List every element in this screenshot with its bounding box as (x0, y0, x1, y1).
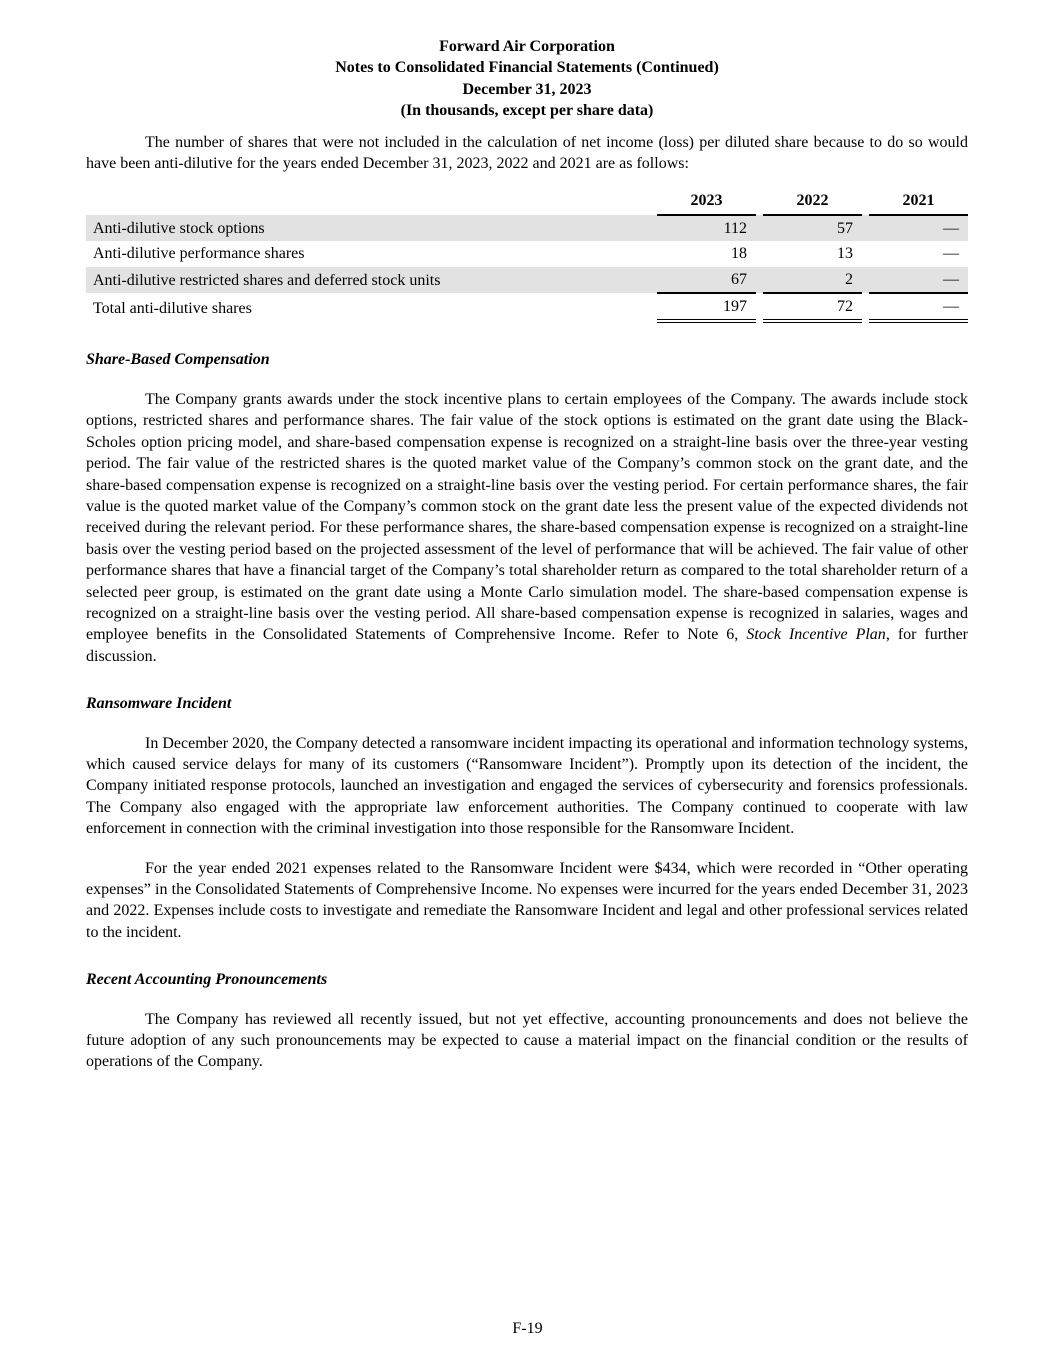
page-number: F-19 (512, 1319, 543, 1337)
section-heading-ransomware-incident: Ransomware Incident (86, 695, 232, 713)
document-header (86, 36, 968, 122)
table-corner-cell (86, 188, 657, 214)
ransomware-paragraph-2: For the year ended 2021 expenses related to the Ransomware Incident were $434, which were recorded in “Other operating expenses” in the Consolidated Statements of Comprehensive Income. No expenses were incurred for the years ended December 31, 2023 and 2022. Expenses include costs to investigate and remediate the Ransomware Incident and legal and other professional services related to the incident. (86, 859, 968, 941)
cell-2023: 112 (723, 219, 747, 237)
column-gap (862, 188, 869, 214)
cell-2021: — (943, 219, 959, 237)
paragraph-text: The Company grants awards under the stock incentive plans to certain employees of the Company. The awards include stock options, restricted shares and performance shares. The fair value of the stock options is estimated on the grant date using the Black-Scholes option pricing model, and share-based compensation expense is recognized on a straight-line basis over the three-year vesting period. The fair value of the restricted shares is the quoted market value of the Company’s common stock on the grant date, and the share-based compensation expense is recognized on a straight-line basis over the vesting period. For certain performance shares, the fair value is the quoted market value of the Company’s common stock on the grant date less the present value of the expected dividends not received during the relevant period. For these performance shares, the share-based compensation expense is recognized on a straight-line basis over the vesting period based on the projected assessment of the level of performance that will be achieved. The fair value of other performance shares that have a financial target of the Company’s total shareholder return as compared to the total shareholder return of a selected peer group, is estimated on the grant date using a Monte Carlo simulation model. The share-based compensation expense is recognized on a straight-line basis over the vesting period. All share-based compensation expense is recognized in salaries, wages and employee benefits in the Consolidated Statements of Comprehensive Income. Refer to Note 6, (86, 390, 968, 644)
table-row (86, 267, 968, 293)
page-footer (0, 1318, 1055, 1339)
row-label: Anti-dilutive performance shares (93, 245, 305, 263)
ransomware-paragraph-1: In December 2020, the Company detected a ransomware incident impacting its operational and information technology systems, which caused service delays for many of its customers (“Ransomware Incident”). Promptly upon its detection of the incident, the Company initiated response protocols, launched an investigation and engaged the services of cybersecurity and forensics professionals. The Company also engaged with the appropriate law enforcement authorities. The Company continued to cooperate with law enforcement in connection with the criminal investigation into those responsible for the Ransomware Incident. (86, 734, 968, 838)
cell-2023: 197 (657, 293, 756, 321)
column-header-2021: 2021 (869, 188, 968, 214)
section-heading-share-based-compensation: Share-Based Compensation (86, 351, 270, 369)
section-recent-accounting-pronouncements (86, 969, 968, 1073)
row-label: Total anti-dilutive shares (93, 300, 252, 318)
document-date: December 31, 2023 (462, 80, 592, 98)
column-gap (756, 188, 763, 214)
intro-paragraph: The number of shares that were not included in the calculation of net income (loss) per diluted share because to do so would have been anti-dilutive for the years ended December 31, 2023, 2022 and 2021 are as follows: (86, 133, 968, 173)
row-label: Anti-dilutive restricted shares and deferred stock units (93, 271, 441, 289)
column-gap (756, 215, 763, 241)
table-row (86, 215, 968, 241)
recent-accounting-paragraph: The Company has reviewed all recently issued, but not yet effective, accounting pronouncements and does not believe the future adoption of any such pronouncements may be expected to cause a material impact on the financial condition or the results of operations of the Company. (86, 1010, 968, 1071)
column-gap (756, 267, 763, 293)
cell-2021: — (869, 293, 968, 321)
cell-2022: 2 (763, 267, 862, 293)
cell-2022: 13 (837, 245, 853, 263)
units-note: (In thousands, except per share data) (400, 102, 654, 120)
cell-2021: — (869, 267, 968, 293)
section-ransomware-incident (86, 693, 968, 943)
cell-2023: 67 (657, 267, 756, 293)
column-header-2023: 2023 (657, 188, 756, 214)
table-header-row (86, 188, 968, 214)
anti-dilutive-shares-table (86, 188, 968, 323)
company-name: Forward Air Corporation (439, 38, 615, 55)
note-reference-italic: Stock Incentive Plan (746, 626, 886, 644)
cell-2022: 72 (763, 293, 862, 321)
table-total-row (86, 293, 968, 321)
section-heading-recent-accounting-pronouncements: Recent Accounting Pronouncements (86, 971, 328, 989)
table-row (86, 241, 968, 266)
section-share-based-compensation (86, 349, 968, 667)
column-gap (756, 241, 763, 266)
column-gap (862, 241, 869, 266)
document-title: Notes to Consolidated Financial Statements (Continued) (335, 59, 719, 77)
column-header-2022: 2022 (763, 188, 862, 214)
row-label: Anti-dilutive stock options (93, 219, 265, 237)
share-based-compensation-paragraph (86, 389, 968, 667)
paragraph-text: , for further discussion. (86, 626, 969, 665)
column-gap (862, 267, 869, 293)
cell-2022: 57 (837, 219, 853, 237)
column-gap (862, 215, 869, 241)
column-gap (756, 293, 763, 321)
cell-2021: — (943, 245, 959, 263)
cell-2023: 18 (731, 245, 747, 263)
column-gap (862, 293, 869, 321)
